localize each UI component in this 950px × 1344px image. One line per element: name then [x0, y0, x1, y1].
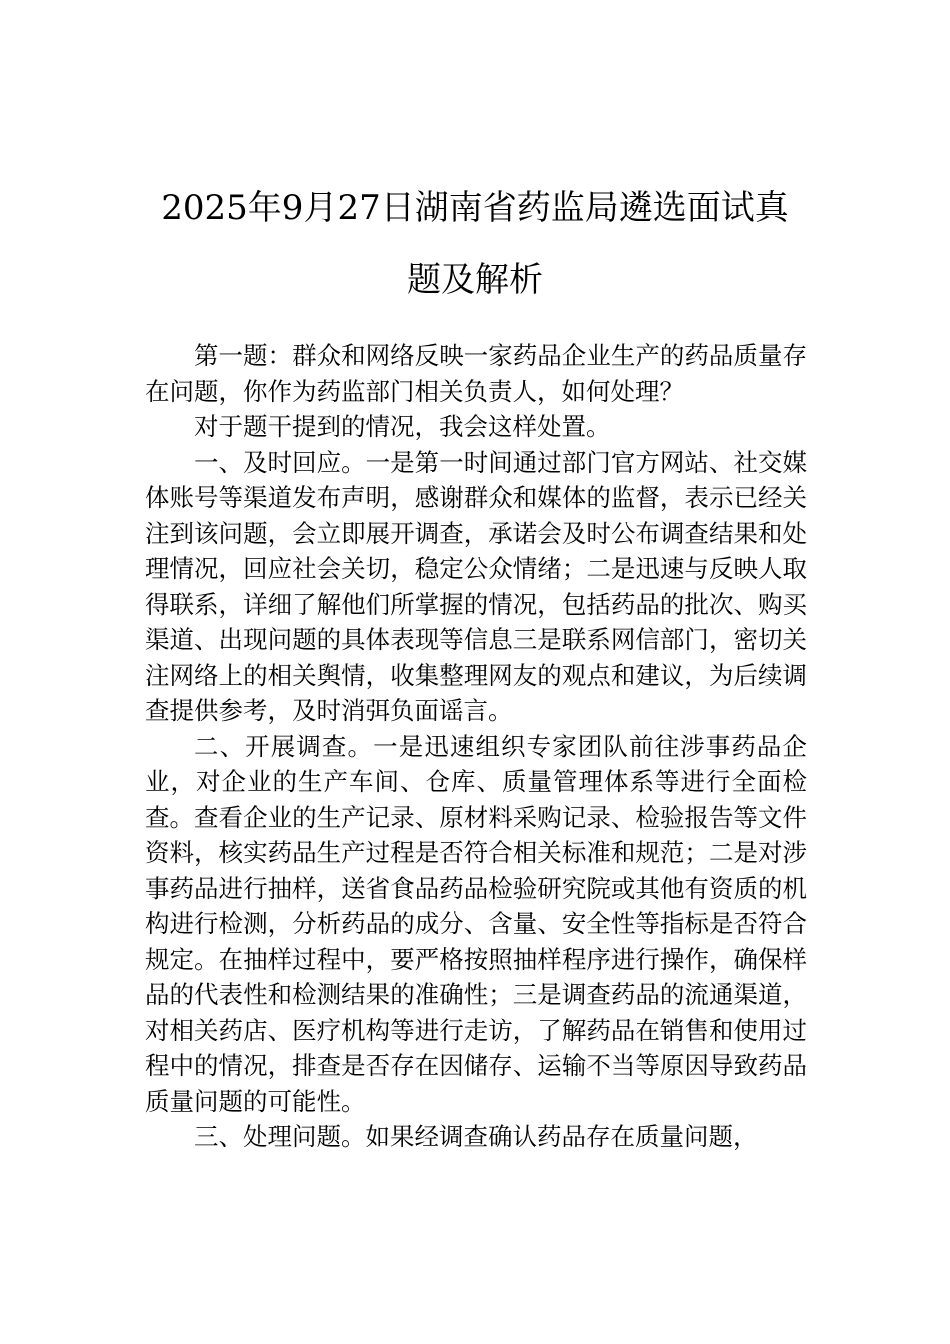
intro-paragraph: 对于题干提到的情况，我会这样处置。 — [194, 412, 611, 441]
document-body — [145, 338, 807, 1155]
title-line-1: 2025年9月27日湖南省药监局遴选面试真 — [161, 188, 789, 228]
section-2-paragraph: 二、开展调查。一是迅速组织专家团队前往涉事药品企业，对企业的生产车间、仓库、质量管理体系等进行全面检查。查看企业的生产记录、原材料采购记录、检验报告等文件资料，核实药品生产过程是否符合相关标准和规范；二是对涉事药品进行抽样，送省食品药品检验研究院或其他有资质的机构进行检测，分析药品的成分、含量、安全性等指标是否符合规定。在抽样过程中，要严格按照抽样程序进行操作，确保样品的代表性和检测结果的准确性；三是调查药品的流通渠道，对相关药店、医疗机构等进行走访，了解药品在销售和使用过程中的情况，排查是否存在因储存、运输不当等原因导致药品质量问题的可能性。 — [145, 731, 807, 1116]
title-line-2: 题及解析 — [407, 260, 543, 300]
document-title — [130, 172, 820, 316]
section-3-paragraph: 三、处理问题。如果经调查确认药品存在质量问题， — [194, 1122, 758, 1151]
section-1-paragraph: 一、及时回应。一是第一时间通过部门官方网站、社交媒体账号等渠道发布声明，感谢群众和媒体的监督，表示已经关注到该问题，会立即展开调查，承诺会及时公布调查结果和处理情况，回应社会关切，稳定公众情绪；二是迅速与反映人取得联系，详细了解他们所掌握的情况，包括药品的批次、购买渠道、出现问题的具体表现等信息三是联系网信部门，密切关注网络上的相关舆情，收集整理网友的观点和建议，为后续调查提供参考，及时消弭负面谣言。 — [145, 447, 807, 725]
question-paragraph: 第一题：群众和网络反映一家药品企业生产的药品质量存在问题，你作为药监部门相关负责人，如何处理？ — [145, 341, 807, 406]
